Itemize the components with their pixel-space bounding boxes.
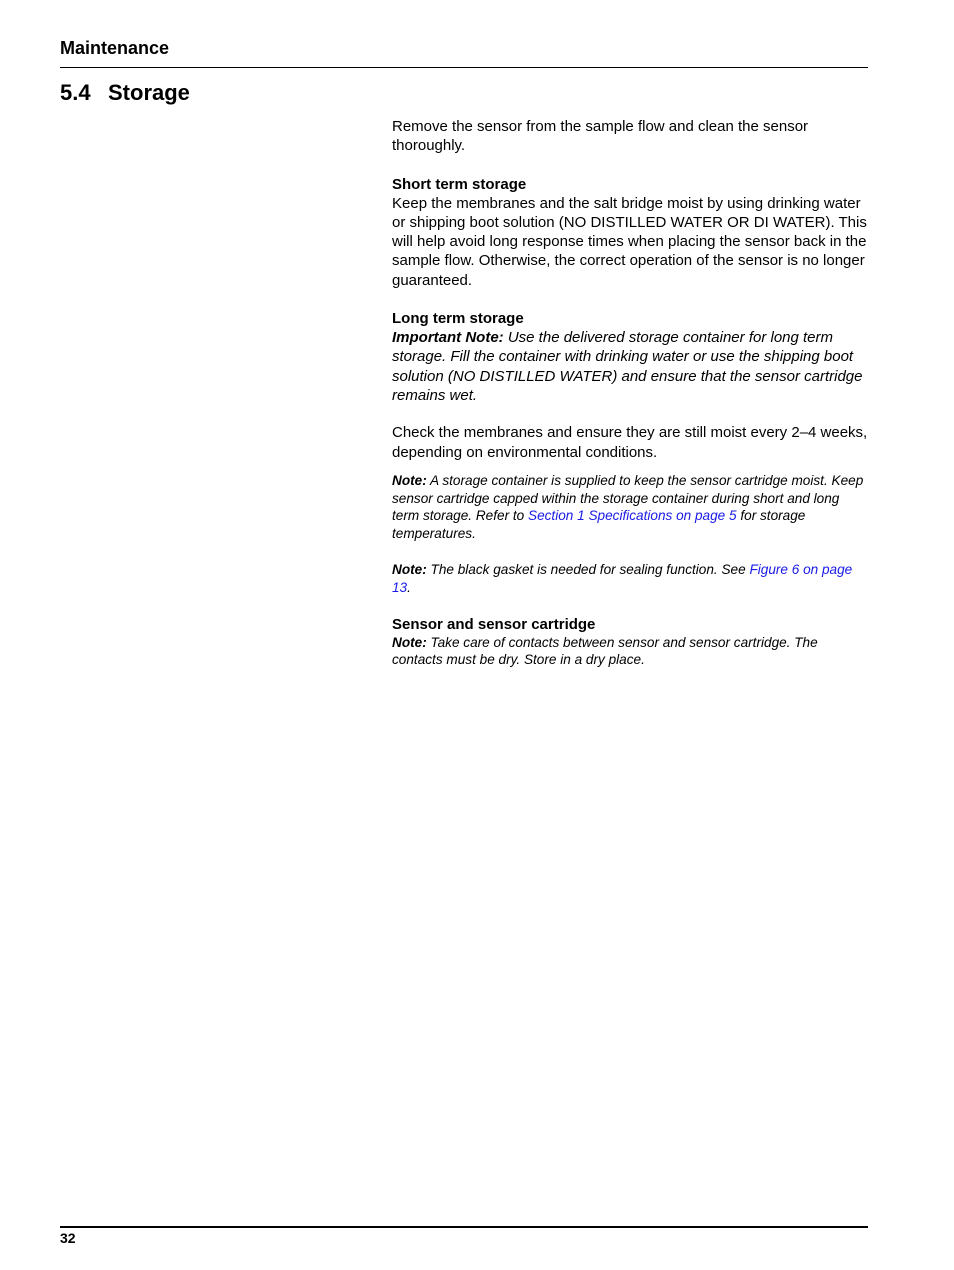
sensor-cartridge-note bbox=[392, 634, 870, 670]
section-heading bbox=[60, 80, 190, 106]
section-number: 5.4 bbox=[60, 80, 91, 105]
sensor-cartridge-heading: Sensor and sensor cartridge bbox=[392, 615, 596, 633]
page-number: 32 bbox=[60, 1230, 76, 1246]
note-label: Note: bbox=[392, 472, 427, 488]
important-note-label: Important Note: bbox=[392, 329, 504, 347]
short-term-heading: Short term storage bbox=[392, 175, 527, 193]
note-text: A storage container is supplied to keep the sensor cartridge moist. Keep sensor cartridge capped within the storage container during short and long term storage. Refer to bbox=[392, 472, 864, 524]
specifications-link[interactable]: Section 1 Specifications on page 5 bbox=[528, 508, 737, 524]
note-text: for storage temperatures. bbox=[392, 508, 806, 542]
section-title: Storage bbox=[108, 80, 190, 105]
note-text: The black gasket is needed for sealing function. See bbox=[426, 562, 750, 578]
note-label: Note: bbox=[392, 562, 427, 578]
intro-paragraph: Remove the sensor from the sample flow and clean the sensor thoroughly. bbox=[392, 118, 809, 155]
important-note bbox=[392, 328, 870, 405]
short-term-body: Keep the membranes and the salt bridge moist by using drinking water or shipping boot solution (NO DISTILLED WATER OR DI WATER). This will help avoid long response times when placing the sensor back in the sample flow. Otherwise, the correct operation of the sensor is no longer guaranteed. bbox=[392, 194, 867, 289]
storage-container-note bbox=[392, 472, 870, 543]
important-note-text: Use the delivered storage container for long term storage. Fill the container with drinking water or use the shipping boot solution (NO DISTILLED WATER) and ensure that the sensor cartridge remains wet. bbox=[392, 329, 863, 404]
note-text: Take care of contacts between sensor and sensor cartridge. The contacts must be dry. Store in a dry place. bbox=[392, 634, 818, 668]
note-label: Note: bbox=[392, 634, 427, 650]
figure-link[interactable]: Figure 6 on page 13 bbox=[392, 562, 853, 595]
footer-divider bbox=[60, 1226, 868, 1228]
running-header: Maintenance bbox=[60, 38, 170, 58]
long-term-heading: Long term storage bbox=[392, 310, 524, 328]
header-divider bbox=[60, 67, 868, 68]
gasket-note bbox=[392, 561, 870, 597]
check-membranes-text: Check the membranes and ensure they are still moist every 2–4 weeks, depending on environmental conditions. bbox=[392, 424, 868, 461]
main-content bbox=[392, 117, 870, 669]
note-text: . bbox=[407, 579, 411, 595]
